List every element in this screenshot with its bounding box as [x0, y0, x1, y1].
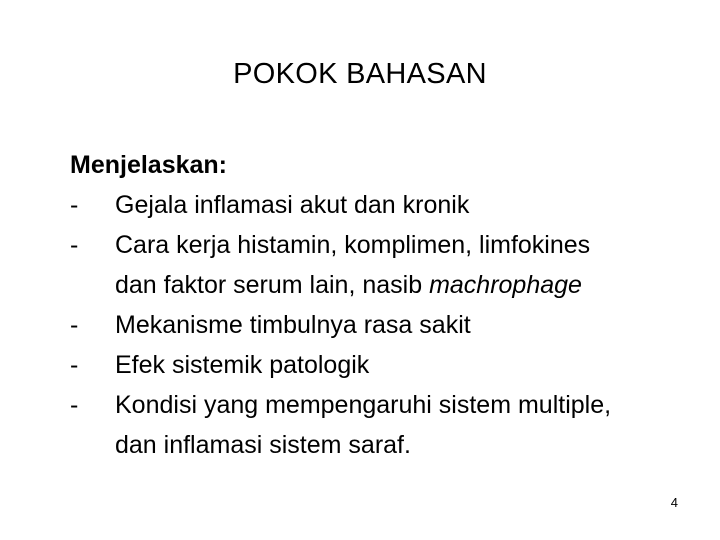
list-item-line: Kondisi yang mempengaruhi sistem multiple, — [115, 391, 612, 419]
list-item — [70, 385, 690, 465]
list-item-text — [115, 185, 690, 225]
intro-text: Menjelaskan: — [70, 151, 228, 179]
list-item-text — [115, 345, 690, 385]
list-item — [70, 345, 690, 385]
list-item — [70, 305, 690, 345]
bullet-dash: - — [70, 231, 79, 259]
bullet-dash: - — [70, 311, 79, 339]
list-item-line: Cara kerja histamin, komplimen, limfokines — [115, 231, 591, 259]
list-item — [70, 185, 690, 225]
list-item — [70, 225, 690, 305]
list-item-line: Mekanisme timbulnya rasa sakit — [115, 311, 471, 339]
bullet-dash: - — [70, 191, 79, 219]
list-item-line-italic: machrophage — [429, 271, 582, 299]
list-item-line: Efek sistemik patologik — [115, 351, 370, 379]
list-item-text — [115, 385, 690, 465]
list-item-text — [115, 225, 690, 305]
slide-body — [70, 145, 690, 465]
list-item-line: dan inflamasi sistem saraf. — [115, 431, 411, 459]
list-item-text — [115, 305, 690, 345]
list-item-line — [115, 265, 690, 305]
list-item-line: Gejala inflamasi akut dan kronik — [115, 191, 470, 219]
slide-title: POKOK BAHASAN — [233, 58, 487, 90]
bullet-dash: - — [70, 391, 79, 419]
list-item-line-plain: dan faktor serum lain, nasib — [115, 271, 430, 299]
bullet-list — [70, 185, 690, 465]
bullet-dash: - — [70, 351, 79, 379]
page-number: 4 — [670, 495, 678, 510]
